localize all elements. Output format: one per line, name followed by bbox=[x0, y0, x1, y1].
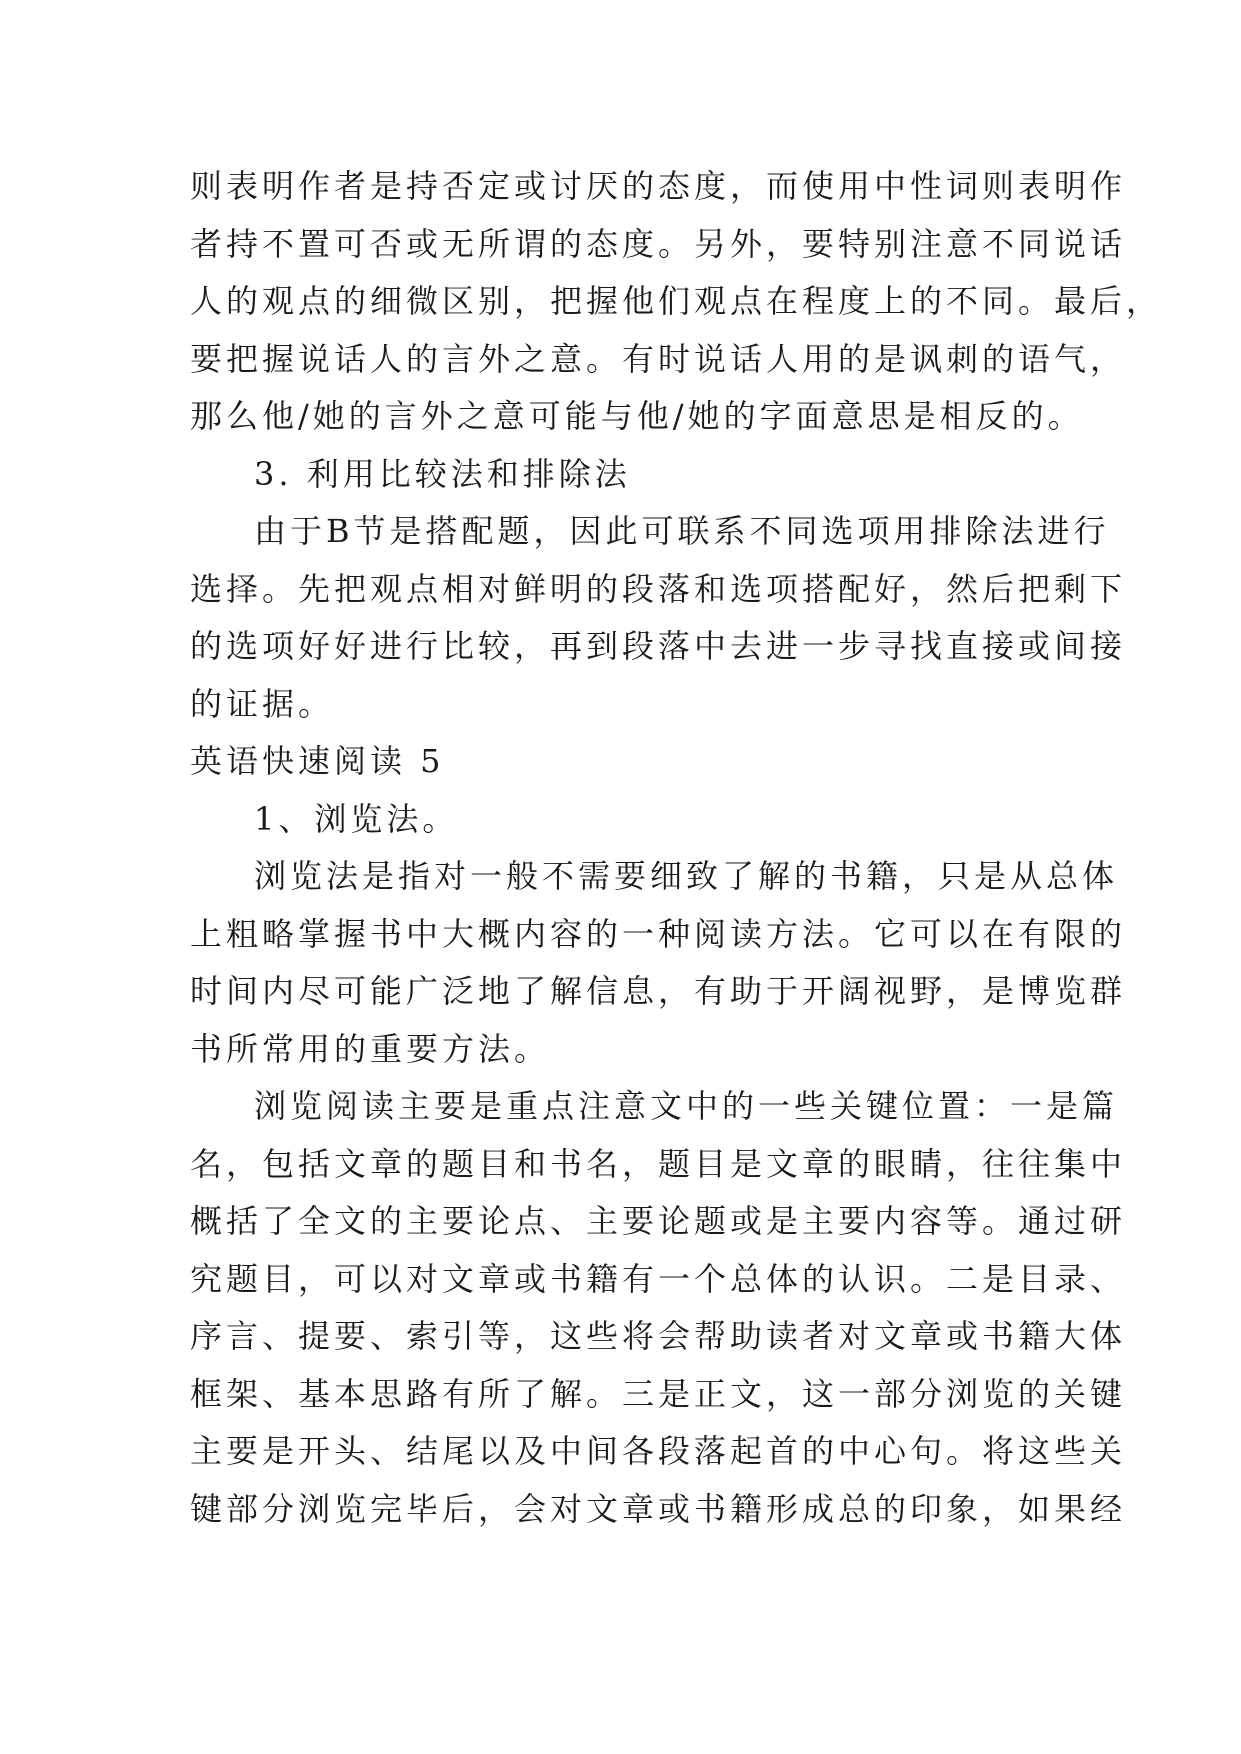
text-line: 浏览阅读主要是重点注意文中的一些关键位置：一是篇 bbox=[254, 1087, 1119, 1125]
text-line: 框架、基本思路有所了解。三是正文，这一部分浏览的关键 bbox=[190, 1374, 1127, 1413]
text-line: 上粗略掌握书中大概内容的一种阅读方法。它可以在有限的 bbox=[190, 914, 1127, 953]
text-line: 究题目，可以对文章或书籍有一个总体的认识。二是目录、 bbox=[190, 1259, 1127, 1298]
text-line: 名，包括文章的题目和书名，题目是文章的眼睛，往往集中 bbox=[190, 1144, 1127, 1183]
text-line: 浏览法是指对一般不需要细致了解的书籍，只是从总体 bbox=[254, 857, 1119, 895]
text-line: 序言、提要、索引等，这些将会帮助读者对文章或书籍大体 bbox=[190, 1317, 1127, 1355]
text-line: 主要是开头、结尾以及中间各段落起首的中心句。将这些关 bbox=[190, 1432, 1127, 1470]
text-line: 概括了全文的主要论点、主要论题或是主要内容等。通过研 bbox=[190, 1202, 1127, 1240]
text-line: 时间内尽可能广泛地了解信息，有助于开阔视野，是博览群 bbox=[190, 972, 1127, 1010]
section-heading: 1、浏览法。 bbox=[254, 799, 459, 838]
text-line: 键部分浏览完毕后，会对文章或书籍形成总的印象，如果经 bbox=[190, 1489, 1127, 1528]
document-body bbox=[190, 158, 1163, 1538]
text-line: 的选项好好进行比较，再到段落中去进一步寻找直接或间接 bbox=[190, 627, 1127, 665]
text-line: 书所常用的重要方法。 bbox=[190, 1029, 551, 1068]
text-line: 那么他/她的言外之意可能与他/她的字面意思是相反的。 bbox=[190, 397, 1084, 435]
text-line: 的证据。 bbox=[190, 684, 335, 723]
section-title: 英语快速阅读 5 bbox=[190, 742, 445, 780]
text-line: 人的观点的细微区别，把握他们观点在程度上的不同。最后， bbox=[190, 282, 1163, 320]
text-line: 由于B节是搭配题，因此可联系不同选项用排除法进行 bbox=[254, 512, 1110, 550]
section-heading: 3. 利用比较法和排除法 bbox=[254, 454, 631, 493]
text-line: 要把握说话人的言外之意。有时说话人用的是讽刺的语气， bbox=[190, 339, 1127, 378]
text-line: 者持不置可否或无所谓的态度。另外，要特别注意不同说话 bbox=[190, 224, 1127, 263]
text-line: 则表明作者是持否定或讨厌的态度，而使用中性词则表明作 bbox=[190, 167, 1127, 205]
text-line: 选择。先把观点相对鲜明的段落和选项搭配好，然后把剩下 bbox=[190, 569, 1127, 608]
